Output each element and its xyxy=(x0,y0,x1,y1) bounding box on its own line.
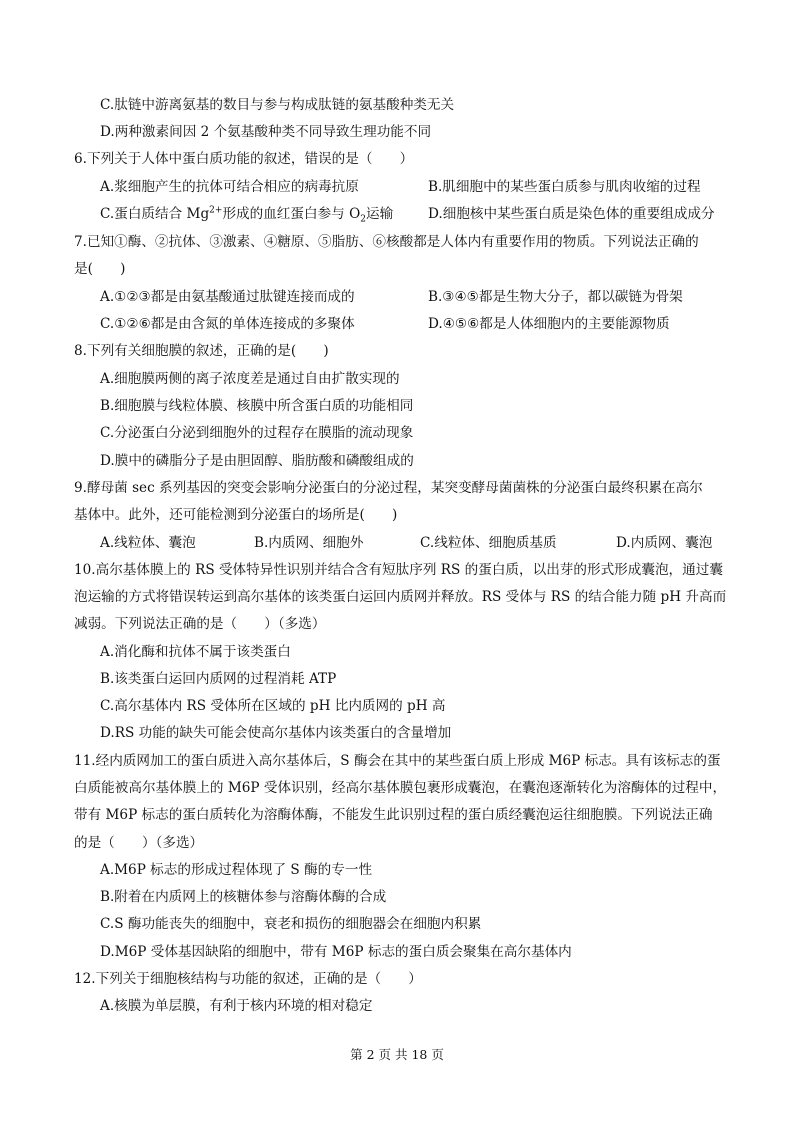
question-11-cont-1: 白质能被高尔基体膜上的 M6P 受体识别，经高尔基体膜包裹形成囊泡，在囊泡逐渐转化为溶酶体的过程中， xyxy=(74,780,727,796)
option-9c: C.线粒体、细胞质基质 xyxy=(420,535,557,551)
option-12a: A.核膜为单层膜，有利于核内环境的相对稳定 xyxy=(100,998,373,1014)
question-12: 12.下列关于细胞核结构与功能的叙述，正确的是（ ） xyxy=(74,971,422,987)
option-11a: A.M6P 标志的形成过程体现了 S 酶的专一性 xyxy=(100,862,373,878)
question-9-cont: 基体中。此外，还可能检测到分泌蛋白的场所是( ) xyxy=(74,507,398,523)
option-9b: B.内质网、细胞外 xyxy=(254,535,364,551)
option-7c: C.①②⑥都是由含氮的单体连接成的多聚体 xyxy=(100,316,355,332)
option-10a: A.消化酶和抗体不属于该类蛋白 xyxy=(100,644,291,660)
option-8d: D.膜中的磷脂分子是由胆固醇、脂肪酸和磷酸组成的 xyxy=(100,453,414,469)
option-8b: B.细胞膜与线粒体膜、核膜中所含蛋白质的功能相同 xyxy=(100,398,414,414)
question-6: 6.下列关于人体中蛋白质功能的叙述，错误的是（ ） xyxy=(74,151,414,167)
option-10d: D.RS 功能的缺失可能会使高尔基体内该类蛋白的含量增加 xyxy=(100,725,452,741)
question-11-cont-3: 的是（ ）（多选） xyxy=(74,835,204,851)
option-5c: C.肽链中游离氨基的数目与参与构成肽链的氨基酸种类无关 xyxy=(100,97,455,113)
option-6b: B.肌细胞中的某些蛋白质参与肌肉收缩的过程 xyxy=(428,179,701,195)
option-11d: D.M6P 受体基因缺陷的细胞中，带有 M6P 标志的蛋白质会聚集在高尔基体内 xyxy=(100,944,572,960)
question-11: 11.经内质网加工的蛋白质进入高尔基体后，S 酶会在其中的某些蛋白质上形成 M6P 标志。具有该标志的蛋 xyxy=(74,753,721,769)
option-6a: A.浆细胞产生的抗体可结合相应的病毒抗原 xyxy=(100,179,359,195)
option-9d: D.内质网、囊泡 xyxy=(616,535,713,551)
question-10-cont-2: 减弱。下列说法正确的是（ ）（多选） xyxy=(74,616,326,632)
question-8: 8.下列有关细胞膜的叙述，正确的是( ) xyxy=(74,343,329,359)
option-8a: A.细胞膜两侧的离子浓度差是通过自由扩散实现的 xyxy=(100,371,400,387)
question-10-cont-1: 泡运输的方式将错误转运到高尔基体的该类蛋白运回内质网并释放。RS 受体与 RS 的结合能力随 pH 升高而 xyxy=(74,589,727,605)
question-10: 10.高尔基体膜上的 RS 受体特异性识别并结合含有短肽序列 RS 的蛋白质，以出芽的形式形成囊泡，通过囊 xyxy=(74,562,723,578)
option-7d: D.④⑤⑥都是人体细胞内的主要能源物质 xyxy=(428,316,670,332)
question-7: 7.已知①酶、②抗体、③激素、④糖原、⑤脂肪、⑥核酸都是人体内有重要作用的物质。下列说法正确的 xyxy=(74,234,699,250)
question-7-cont: 是( ) xyxy=(74,261,126,277)
option-10c: C.高尔基体内 RS 受体所在区域的 pH 比内质网的 pH 高 xyxy=(100,698,446,714)
option-6d: D.细胞核中某些蛋白质是染色体的重要组成成分 xyxy=(428,206,715,222)
option-9a: A.线粒体、囊泡 xyxy=(100,535,196,551)
question-9: 9.酵母菌 sec 系列基因的突变会影响分泌蛋白的分泌过程，某突变酵母菌菌株的分泌蛋白最终积累在高尔 xyxy=(74,480,703,496)
option-6c: C.蛋白质结合 $Mg^{2+}$形成的血红蛋白参与 $O_2$运输 xyxy=(100,205,394,225)
option-10b: B.该类蛋白运回内质网的过程消耗 ATP xyxy=(100,671,337,687)
option-5d: D.两种激素间因 2 个氨基酸种类不同导致生理功能不同 xyxy=(100,124,432,140)
option-11b: B.附着在内质网上的核糖体参与溶酶体酶的合成 xyxy=(100,889,387,905)
question-11-cont-2: 带有 M6P 标志的蛋白质转化为溶酶体酶，不能发生此识别过程的蛋白质经囊泡运往细胞膜。下列说法正确 xyxy=(74,807,713,823)
option-11c: C.S 酶功能丧失的细胞中，衰老和损伤的细胞器会在细胞内积累 xyxy=(100,916,482,932)
option-7b: B.③④⑤都是生物大分子，都以碳链为骨架 xyxy=(428,289,683,305)
page-footer: 第 2 页 共 18 页 xyxy=(350,1047,444,1062)
option-7a: A.①②③都是由氨基酸通过肽键连接而成的 xyxy=(100,289,355,305)
option-8c: C.分泌蛋白分泌到细胞外的过程存在膜脂的流动现象 xyxy=(100,425,414,441)
